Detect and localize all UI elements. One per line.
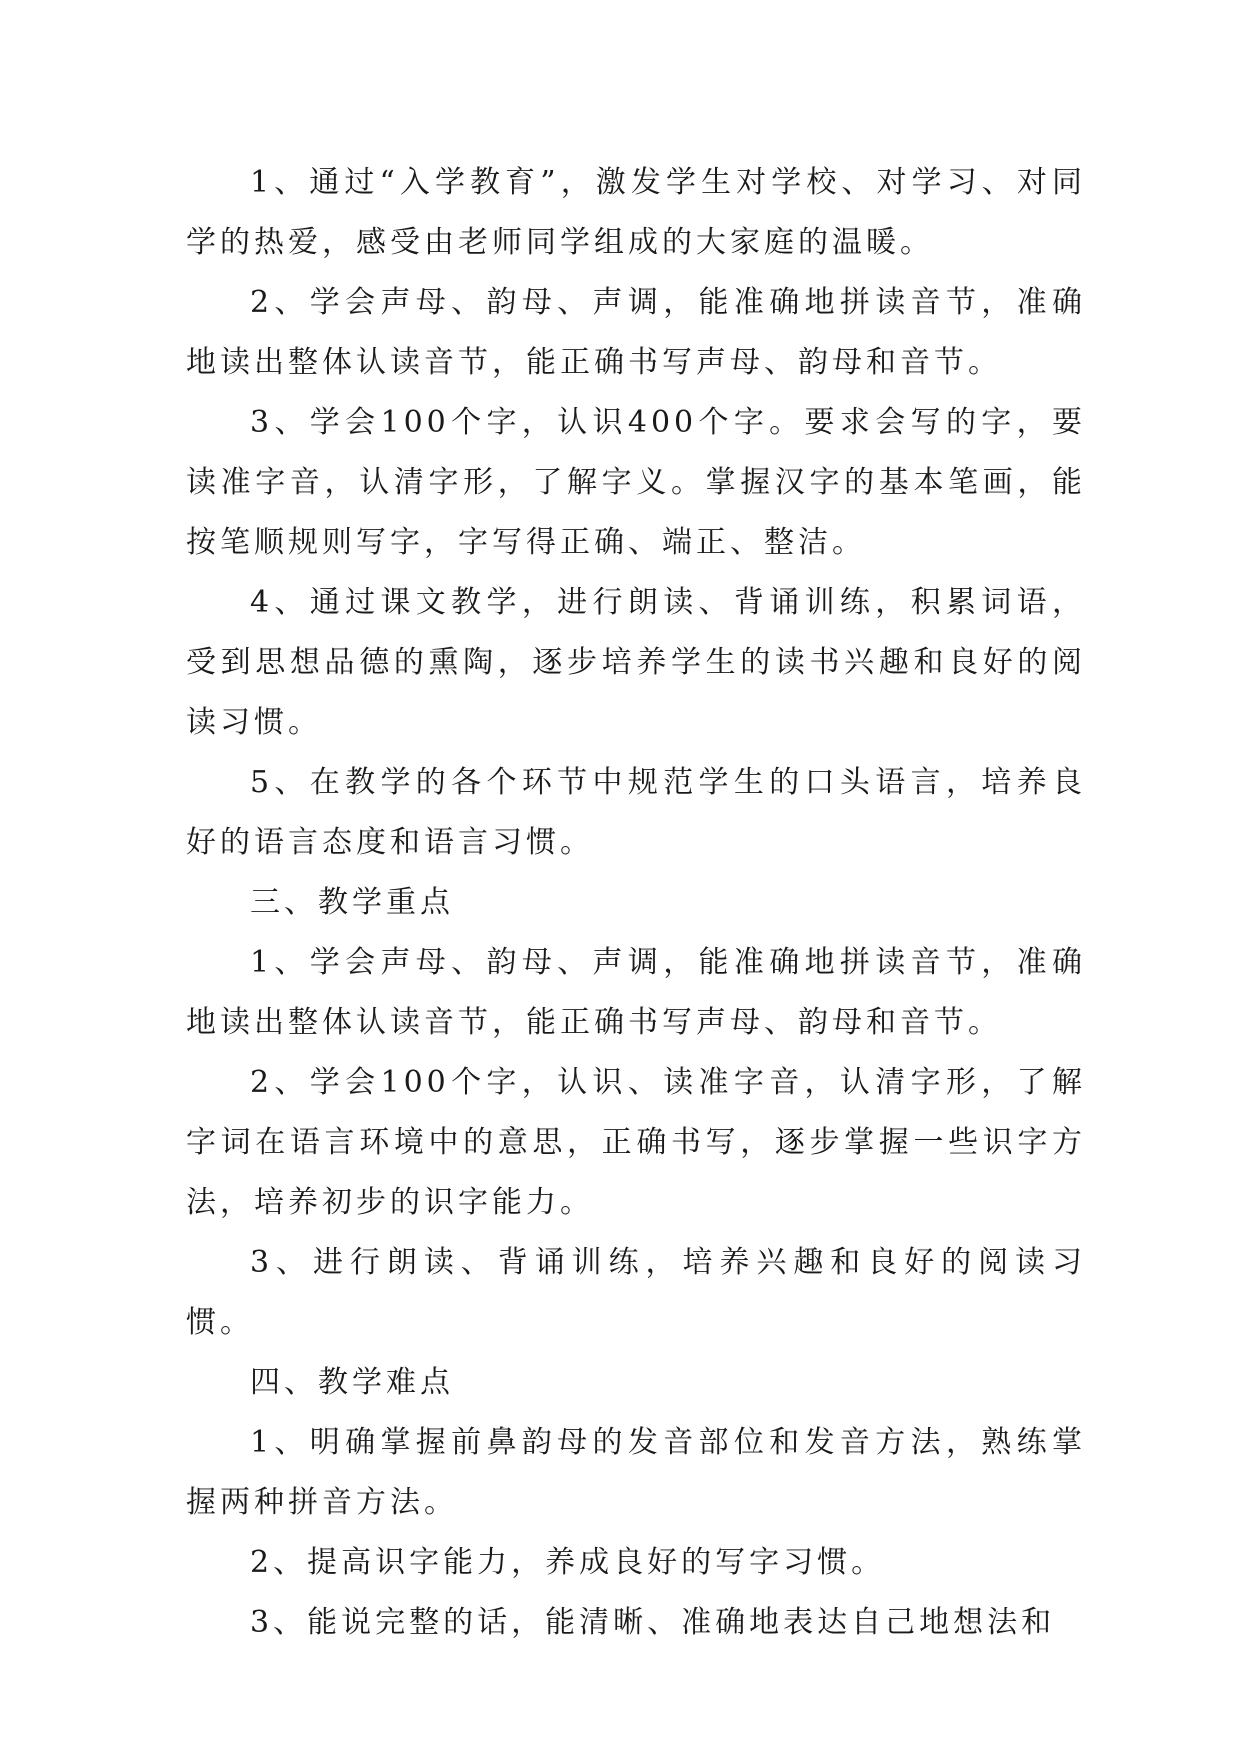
section-heading-difficulties: 四、教学难点	[250, 1365, 454, 1400]
paragraph-goal-4: 4、通过课文教学，进行朗读、背诵训练，积累词语，受到思想品德的熏陶，逐步培养学生的读书兴趣和良好的阅读习惯。	[186, 585, 1086, 740]
paragraph-goal-5: 5、在教学的各个环节中规范学生的口头语言，培养良好的语言态度和语言习惯。	[186, 765, 1086, 860]
paragraph-goal-2: 2、学会声母、韵母、声调，能准确地拼读音节，准确地读出整体认读音节，能正确书写声母、韵母和音节。	[186, 285, 1086, 380]
paragraph-difficulty-2: 2、提高识字能力，养成良好的写字习惯。	[250, 1545, 886, 1580]
paragraph-difficulty-1: 1、明确掌握前鼻韵母的发音部位和发音方法，熟练掌握两种拼音方法。	[186, 1425, 1086, 1520]
paragraph-goal-1: 1、通过“入学教育”，激发学生对学校、对学习、对同学的热爱，感受由老师同学组成的大家庭的温暖。	[186, 165, 1086, 260]
paragraph-key-point-2: 2、学会100个字，认识、读准字音，认清字形，了解字词在语言环境中的意思，正确书写，逐步掌握一些识字方法，培养初步的识字能力。	[186, 1065, 1086, 1220]
section-heading-key-points: 三、教学重点	[250, 885, 454, 920]
document-body	[186, 153, 1086, 1653]
paragraph-key-point-3: 3、进行朗读、背诵训练，培养兴趣和良好的阅读习惯。	[186, 1245, 1086, 1340]
paragraph-key-point-1: 1、学会声母、韵母、声调，能准确地拼读音节，准确地读出整体认读音节，能正确书写声母、韵母和音节。	[186, 945, 1086, 1040]
paragraph-goal-3: 3、学会100个字，认识400个字。要求会写的字，要读准字音，认清字形，了解字义。掌握汉字的基本笔画，能按笔顺规则写字，字写得正确、端正、整洁。	[186, 405, 1086, 560]
paragraph-difficulty-3: 3、能说完整的话，能清晰、准确地表达自己地想法和	[250, 1605, 1056, 1640]
